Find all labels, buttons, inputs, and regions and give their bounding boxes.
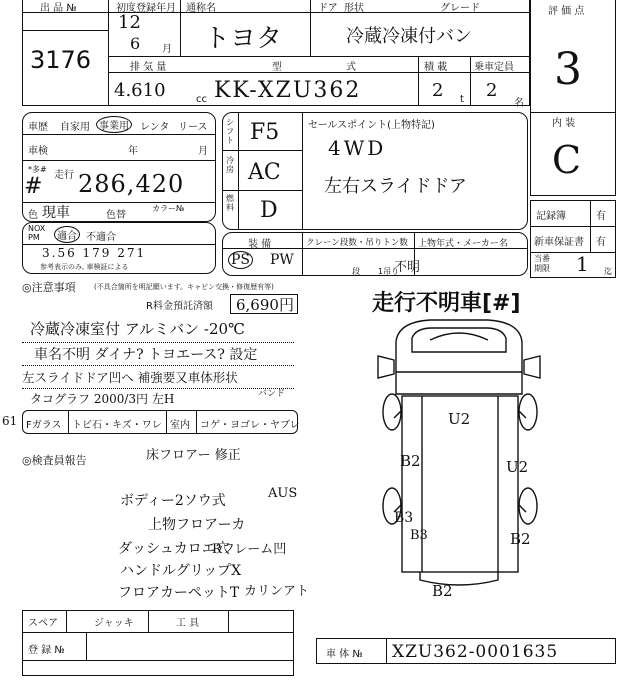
divider [228, 610, 229, 632]
inspector-title: ◎検査員報告 [22, 454, 87, 467]
warranty-label: 新車保証書 [534, 237, 584, 248]
interior-value: C [552, 138, 582, 182]
vin-label: 車 体 № [326, 649, 363, 660]
displacement-label: 排 気 量 [130, 62, 167, 73]
door-label: ドア [318, 3, 338, 14]
mileage-unknown-banner: 走行不明車[#] [372, 291, 521, 316]
recycle-label: R料金預託済額 [146, 301, 213, 312]
inspection-label: 車検 [28, 146, 48, 157]
crane-sub-2: 1吊り [378, 267, 400, 276]
shape-label: 形状 [344, 3, 364, 14]
damage-mark-rear-bumper: B2 [432, 582, 453, 600]
model-label-2: 式 [346, 62, 356, 73]
equipment-ps: PS [228, 251, 253, 269]
damage-mark-left-side: B2 [400, 452, 421, 470]
note-line-4: タコグラフ 2000/3円 左H [30, 392, 175, 406]
inspector-aus: AUS [268, 486, 298, 501]
vin-value: XZU362-0001635 [392, 642, 559, 662]
mileage-hash-mark: # [24, 174, 43, 199]
shape-value: 冷蔵冷凍付バン [346, 26, 472, 47]
inspector-line-1: ボディー2ソウ式 [120, 493, 226, 509]
usage-type-rental: レンタ [140, 122, 170, 133]
term-label: 当番期限 [534, 254, 550, 273]
damage-mark-rear-top: U2 [448, 410, 471, 428]
upper-body-label: 上物年式・メーカー名 [418, 239, 508, 249]
record-label: 記録簿 [536, 211, 566, 222]
glass-stains: コゲ・ヨゴレ・ヤブレ [200, 420, 300, 431]
term-unit: 迄 [604, 267, 612, 276]
displacement-unit: cc [196, 94, 207, 105]
reference-caption: 参考表示のみ, 車検証による [40, 263, 129, 271]
usage-label: 車歴 [28, 122, 48, 133]
recycle-value: 6,690円 [236, 296, 294, 314]
damage-mark-right-side: U2 [506, 458, 529, 476]
usage-type-business: 事業用 [96, 116, 132, 133]
payload-label: 積 載 [424, 62, 448, 73]
note-line-1: 冷蔵冷凍室付 アルミバン -20℃ [30, 320, 245, 338]
mileage-value: 286,420 [78, 170, 185, 198]
nox-compliant: 適合 [54, 226, 80, 243]
sales-point-label: セールスポイント(上物特記) [308, 120, 435, 131]
crane-value: 不明 [394, 260, 421, 275]
grade-label: グレード [440, 3, 480, 14]
term-value: 1 [576, 252, 589, 276]
inspector-line-3: ダッシュカロエ穴 [118, 541, 230, 557]
shift-value: F5 [250, 120, 280, 145]
color-code-label: カラー№ [152, 204, 185, 213]
inspection-year-label: 年 [128, 146, 138, 157]
crane-label: クレーン段数・吊りトン数 [306, 238, 408, 248]
divider [148, 610, 149, 632]
interior-label: 内 装 [552, 118, 576, 129]
damage-mark-left-rear-2: B3 [410, 528, 428, 543]
score-label: 評 価 点 [548, 6, 585, 17]
payload-value: 2 [432, 80, 444, 101]
lot-number: 3176 [30, 46, 92, 74]
capacity-value: 2 [486, 80, 498, 101]
inspector-line-4: ハンドルグリップX [120, 563, 242, 579]
crane-sub-1: 段 [352, 267, 360, 276]
record-value: 有 [596, 211, 606, 222]
first-reg-label: 初度登録年月 [116, 3, 176, 14]
divider [22, 632, 294, 633]
inspector-line-5: フロアカーペットT [118, 585, 240, 601]
inspector-r-frame: Rフレーム凹 [212, 542, 287, 557]
shift-label: シフト [226, 118, 234, 145]
mileage-label: 走行 [54, 170, 74, 181]
color-value: 現車 [42, 205, 70, 221]
tools-label: 工 具 [176, 618, 200, 629]
reference-values: 3.56 179 271 [42, 246, 147, 260]
first-reg-month-unit: 月 [162, 44, 172, 55]
sales-point-1: 4WD [328, 136, 387, 160]
capacity-unit: 名 [514, 98, 524, 109]
sales-point-2: 左右スライドドア [324, 176, 467, 197]
model-value: KK-XZU362 [214, 78, 362, 103]
make-value: トヨタ [204, 24, 283, 54]
note-line-5: バンド [258, 389, 286, 399]
note-line-2: 車名不明 ダイナ? トヨエース? 設定 [34, 347, 258, 363]
jack-label: ジャッキ [94, 618, 134, 629]
mileage-prefix: *多# [28, 165, 47, 174]
damage-mark-right-rear: B2 [510, 530, 531, 548]
usage-type-lease: リース [178, 122, 208, 133]
damage-mark-left-rear-1: B3 [394, 510, 414, 526]
notes-title: ◎注意事項 [22, 281, 76, 294]
note-line-3: 左スライドドア凹へ 補強要又車体形状 [22, 370, 238, 385]
capacity-label: 乗車定員 [474, 62, 514, 73]
divider [22, 660, 294, 661]
first-reg-year: 12 [118, 12, 141, 33]
glass-f: Fガラス [26, 420, 62, 431]
margin-mark: 61 [2, 414, 18, 428]
inspector-inline: 床フロアー 修正 [146, 448, 241, 463]
fuel-value: D [260, 198, 278, 223]
divider [66, 610, 67, 632]
score-value: 3 [554, 44, 582, 95]
nox-label: NOX [28, 224, 46, 233]
lot-no-label: 出 品 № [40, 3, 77, 14]
ac-label: 冷房 [226, 156, 234, 174]
color-label: 色 [28, 210, 38, 221]
color-change-label: 色替 [106, 210, 126, 221]
usage-type-private: 自家用 [60, 122, 90, 133]
glass-damage: トビ石・キズ・ワレ [72, 420, 162, 431]
inspector-karin: カリンアト [244, 584, 310, 599]
equipment-label: 装 備 [248, 239, 272, 250]
equipment-pw: PW [270, 252, 294, 268]
spare-label: スペア [28, 618, 58, 629]
model-label: 型 [272, 62, 282, 73]
first-reg-month: 6 [130, 34, 141, 53]
inspector-line-2: 上物フロアーカ [148, 517, 246, 533]
nox-noncompliant: 不適合 [86, 232, 116, 243]
divider [386, 638, 387, 664]
make-label: 通称名 [186, 3, 216, 14]
fuel-label: 燃料 [226, 194, 234, 212]
warranty-value: 有 [596, 237, 606, 248]
displacement-value: 4.610 [114, 80, 166, 101]
pm-label: PM [28, 233, 40, 242]
inspection-month-label: 月 [198, 146, 208, 157]
payload-unit: t [460, 94, 464, 105]
notes-subtitle: (不具合箇所を明記願います。キャビン交換・修復歴有等) [94, 283, 274, 291]
divider [86, 632, 87, 660]
registration-label: 登 録 № [28, 645, 65, 656]
ac-value: AC [248, 160, 281, 185]
glass-interior: 室内 [170, 420, 190, 431]
